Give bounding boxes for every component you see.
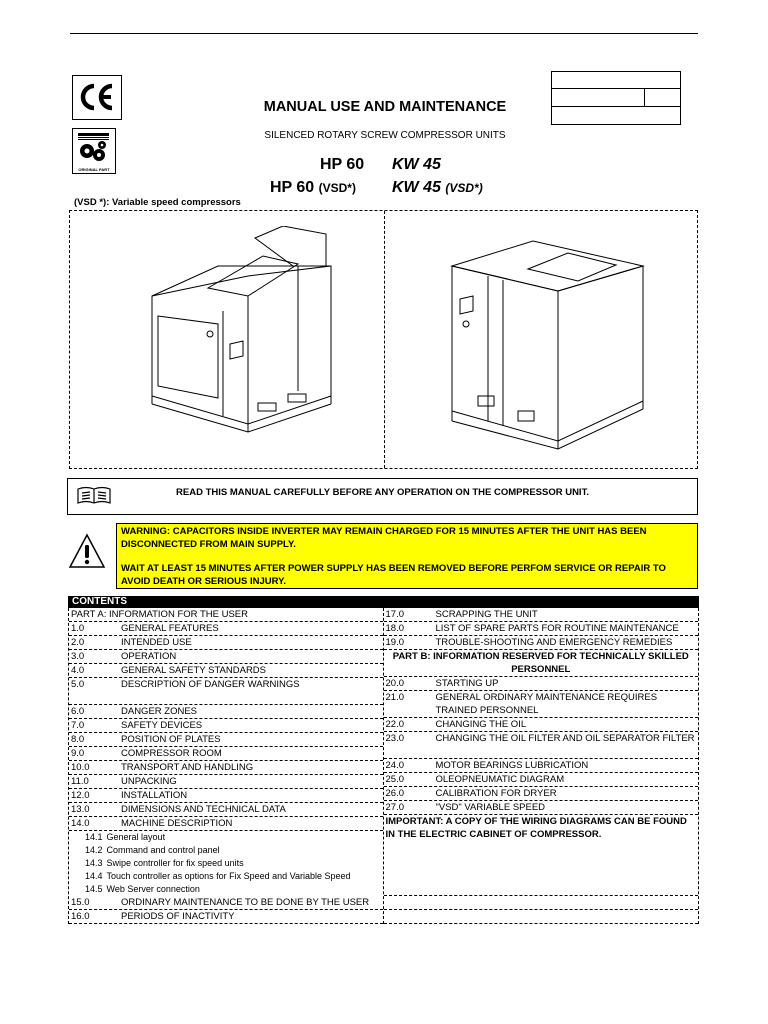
item-title: INTENDED USE	[121, 637, 192, 648]
item-title: TROUBLE-SHOOTING AND EMERGENCY REMEDIES	[435, 637, 673, 648]
item-number: 23.0	[385, 733, 404, 744]
model-kw-2	[392, 179, 483, 197]
item-number: 24.0	[385, 760, 404, 771]
model-kw-2-suffix: (VSD*)	[445, 181, 483, 195]
item-title: CALIBRATION FOR DRYER	[435, 788, 557, 799]
item-title: STARTING UP	[435, 678, 499, 689]
model-hp-2	[270, 179, 356, 197]
contents-item	[69, 896, 383, 910]
compressor-front-view-illustration	[148, 226, 348, 456]
item-number: 4.0	[71, 665, 85, 676]
original-part-label: ORIGINAL PART	[78, 167, 110, 172]
item-title: COMPRESSOR ROOM	[121, 748, 222, 759]
contents-item	[69, 870, 383, 883]
contents-item	[69, 817, 383, 831]
item-number: 26.0	[385, 788, 404, 799]
reference-row	[552, 88, 680, 107]
item-number: 14.1	[85, 832, 103, 842]
item-title: DANGER ZONES	[121, 706, 198, 717]
item-number: 14.0	[71, 818, 90, 829]
item-number: 25.0	[385, 774, 404, 785]
item-number: 6.0	[71, 706, 85, 717]
item-title: ORDINARY MAINTENANCE TO BE DONE BY THE USER	[121, 897, 370, 908]
item-title: PERIODS OF INACTIVITY	[121, 911, 235, 922]
warning-box	[116, 523, 698, 589]
item-title: INSTALLATION	[121, 790, 188, 801]
contents-item	[69, 803, 383, 817]
contents-item	[69, 719, 383, 733]
contents-item	[69, 622, 383, 636]
read-notice-box	[67, 478, 698, 515]
item-number: 5.0	[71, 679, 85, 690]
contents-item	[69, 747, 383, 761]
contents-table	[68, 596, 699, 924]
item-title: "VSD" VARIABLE SPEED	[435, 802, 546, 813]
item-title: SCRAPPING THE UNIT	[435, 609, 538, 620]
item-number: 17.0	[385, 609, 404, 620]
contents-left-column	[69, 608, 384, 924]
item-number: 9.0	[71, 748, 85, 759]
contents-item	[69, 844, 383, 857]
compressor-rear-view-illustration	[448, 231, 668, 456]
warning-line-2: WAIT AT LEAST 15 MINUTES AFTER POWER SUPPLY HAS BEEN REMOVED BEFORE PERFOM SERVICE OR REPAIR TO AVOID DEATH OR SERIOUS INJURY.	[121, 563, 666, 587]
item-title: GENERAL SAFETY STANDARDS	[121, 665, 266, 676]
compressor-images-box	[69, 210, 698, 469]
contents-right-column	[384, 608, 699, 924]
item-number: 7.0	[71, 720, 85, 731]
item-number: 15.0	[71, 897, 90, 908]
contents-item	[69, 857, 383, 870]
contents-item	[69, 705, 383, 719]
model-hp-2-suffix: (VSD*)	[318, 181, 356, 195]
item-number: 1.0	[71, 623, 85, 634]
item-title: OLEOPNEUMATIC DIAGRAM	[435, 774, 565, 785]
warning-triangle-icon	[68, 533, 106, 569]
contents-item	[69, 678, 383, 705]
contents-item	[69, 761, 383, 775]
ce-mark-logo	[72, 75, 122, 120]
blank-row	[384, 896, 699, 910]
original-part-logo	[72, 128, 116, 174]
model-hp-1: HP 60	[320, 156, 365, 173]
item-title: Touch controller as options for Fix Speed and Variable Speed	[106, 871, 351, 881]
item-number: 13.0	[71, 804, 90, 815]
item-title: MACHINE DESCRIPTION	[121, 818, 233, 829]
item-number: 20.0	[385, 678, 404, 689]
contents-item	[69, 883, 383, 896]
item-title: DESCRIPTION OF DANGER WARNINGS	[121, 679, 300, 690]
item-number: 18.0	[385, 623, 404, 634]
item-number: 14.4	[85, 871, 103, 881]
model-hp-2-value: HP 60	[270, 179, 315, 196]
page-title: MANUAL USE AND MAINTENANCE	[263, 99, 507, 115]
contents-item	[69, 910, 383, 924]
contents-item	[384, 718, 699, 732]
reference-box	[551, 71, 681, 125]
contents-item	[69, 636, 383, 650]
item-number: 11.0	[71, 776, 89, 787]
item-title: Swipe controller for fix speed units	[106, 858, 244, 868]
item-number: 19.0	[385, 637, 404, 648]
item-title: Web Server connection	[106, 884, 200, 894]
item-number: 12.0	[71, 790, 90, 801]
item-number: 14.3	[85, 858, 103, 868]
page-subtitle: SILENCED ROTARY SCREW COMPRESSOR UNITS	[264, 130, 506, 141]
item-title: DIMENSIONS AND TECHNICAL DATA	[121, 804, 286, 815]
contents-item	[384, 801, 699, 815]
model-kw-2-value: KW 45	[392, 179, 441, 196]
contents-item	[384, 677, 699, 691]
item-number: 16.0	[71, 911, 90, 922]
contents-item	[69, 733, 383, 747]
item-number: 3.0	[71, 651, 85, 662]
item-title: CHANGING THE OIL	[435, 719, 527, 730]
top-rule	[70, 33, 698, 34]
contents-item	[384, 732, 699, 759]
item-number: 27.0	[385, 802, 404, 813]
item-title: TRANSPORT AND HANDLING	[121, 762, 254, 773]
item-title: GENERAL FEATURES	[121, 623, 219, 634]
contents-item	[69, 775, 383, 789]
item-title: Command and control panel	[106, 845, 220, 855]
contents-item	[69, 789, 383, 803]
ce-mark-icon	[73, 76, 120, 118]
contents-item	[384, 622, 699, 636]
item-title: SAFETY DEVICES	[121, 720, 203, 731]
part-a-heading: PART A: INFORMATION FOR THE USER	[69, 608, 383, 622]
item-title: POSITION OF PLATES	[121, 734, 221, 745]
contents-item	[384, 636, 699, 650]
contents-item	[384, 787, 699, 801]
item-number: 2.0	[71, 637, 85, 648]
item-title: MOTOR BEARINGS LUBRICATION	[435, 760, 589, 771]
item-title: CHANGING THE OIL FILTER AND OIL SEPARATOR FILTER	[435, 733, 695, 744]
contents-item	[69, 831, 383, 844]
item-title: GENERAL ORDINARY MAINTENANCE REQUIRES TRAINED PERSONNEL	[435, 692, 658, 716]
blank-row	[384, 910, 699, 924]
item-number: 22.0	[385, 719, 404, 730]
contents-heading: CONTENTS	[68, 596, 699, 608]
part-b-heading: PART B: INFORMATION RESERVED FOR TECHNICALLY SKILLED PERSONNEL	[384, 650, 699, 677]
item-title: OPERATION	[121, 651, 177, 662]
contents-item	[384, 773, 699, 787]
item-number: 10.0	[71, 762, 90, 773]
item-number: 14.2	[85, 845, 103, 855]
warning-line-1: WARNING: CAPACITORS INSIDE INVERTER MAY REMAIN CHARGED FOR 15 MINUTES AFTER THE UNIT HAS BEEN DISCONNECTED FROM MAIN SUPPLY.	[121, 526, 647, 550]
contents-item	[384, 759, 699, 773]
item-number: 14.5	[85, 884, 103, 894]
contents-item	[384, 691, 699, 718]
item-title: General layout	[106, 832, 166, 842]
important-note: IMPORTANT: A COPY OF THE WIRING DIAGRAMS CAN BE FOUND IN THE ELECTRIC CABINET OF COMPRESSOR.	[384, 815, 699, 896]
contents-item	[384, 608, 699, 622]
item-number: 8.0	[71, 734, 85, 745]
model-kw-1: KW 45	[392, 156, 441, 173]
gears-icon	[73, 129, 114, 167]
item-number: 21.0	[385, 692, 404, 703]
read-notice-text: READ THIS MANUAL CAREFULLY BEFORE ANY OPERATION ON THE COMPRESSOR UNIT.	[176, 487, 589, 498]
contents-item	[69, 650, 383, 664]
contents-item	[69, 664, 383, 678]
item-title: UNPACKING	[121, 776, 177, 787]
item-title: LIST OF SPARE PARTS FOR ROUTINE MAINTENANCE	[435, 623, 679, 634]
vsd-note: (VSD *): Variable speed compressors	[74, 197, 241, 208]
